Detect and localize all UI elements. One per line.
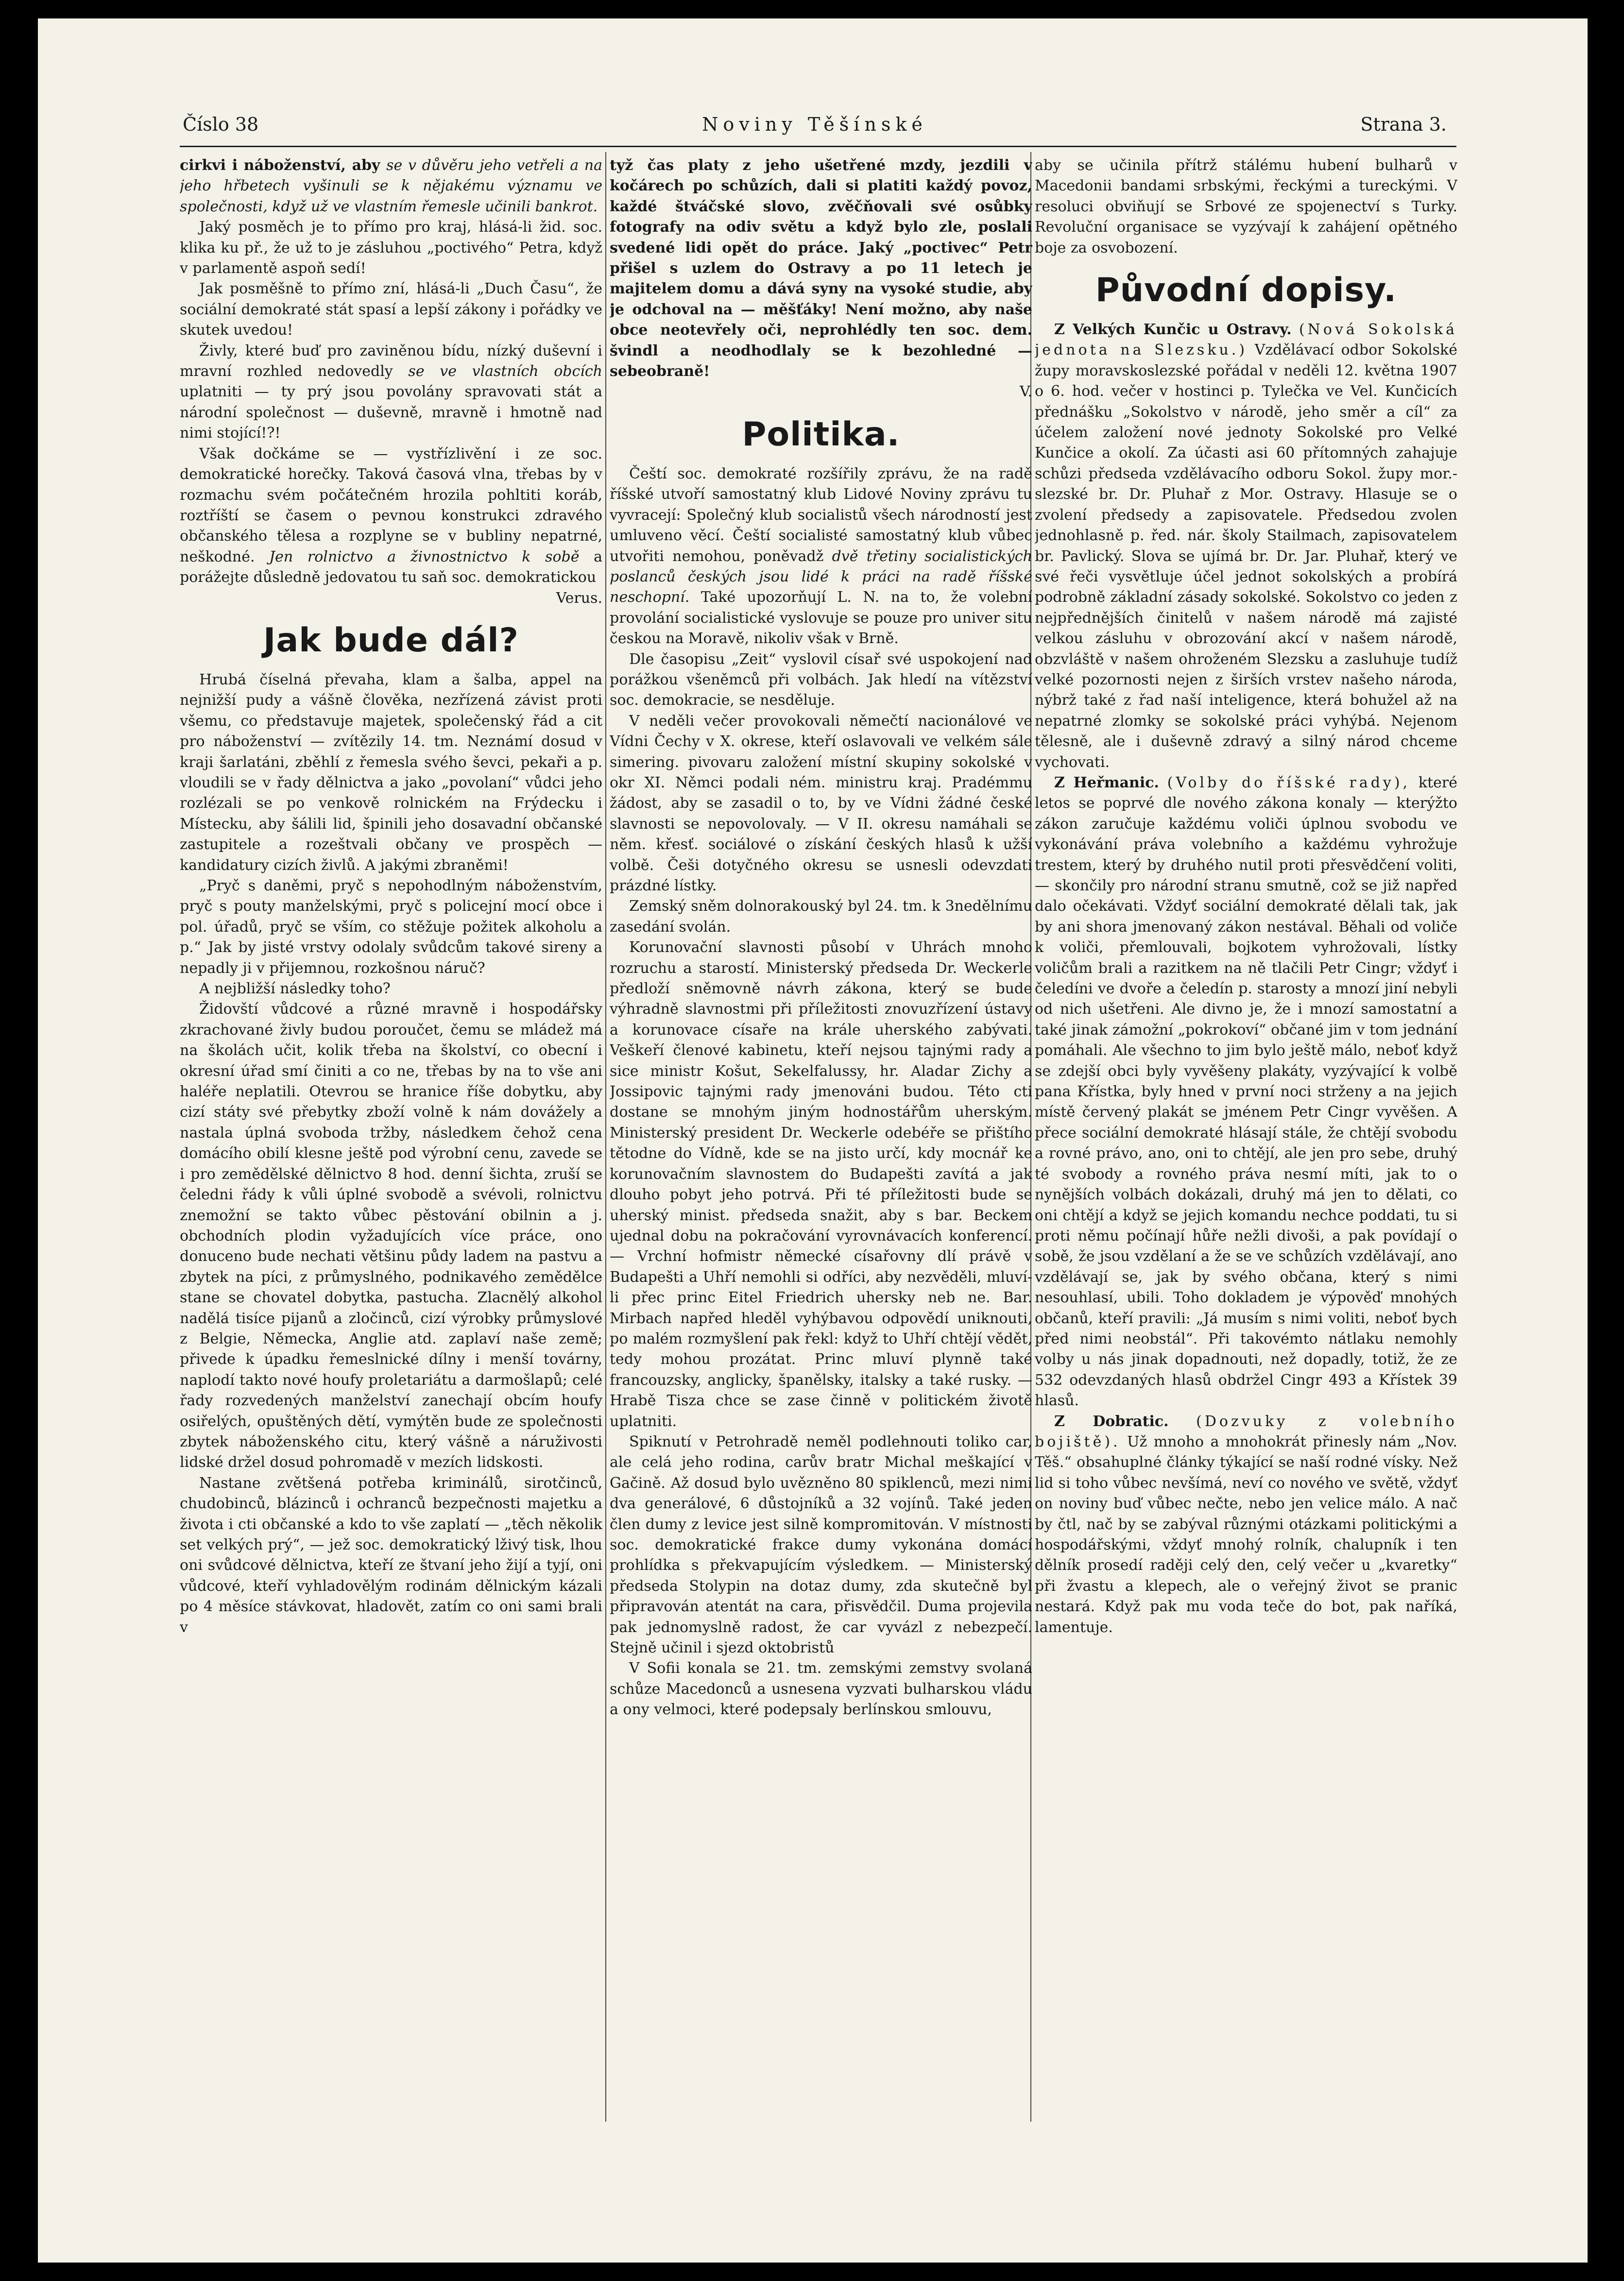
paragraph: Hrubá číselná převaha, klam a šalba, appel na nejnižší pudy a vášně člověka, nezřízená závist proti všemu, co představuje majetek, společenský řád a cit pro náboženství — zvítězily 14. tm. Neznámí dosud v kraji šarlatáni, zběhlí z řemesla svého ševci, pekaři a p. vloudili se v řady dělnictva a jako „povolaní“ vůdci jeho rozlézali se po venkově rolnickém na Frýdecku i Místecku, aby šálili lid, špinili jeho dosavadní občanské zastupitele a rozeštvali občany ve prospěch — kandidatury cizích živlů. A jakými zbraněmi!	[180, 671, 602, 874]
paragraph: tyž čas platy z jeho ušetřené mzdy, jezdili v kočárech po schůzích, dali si platiti každý povoz, každé štváčské slovo, zvěčňovali své osůbky fotografy na odiv světu a když bylo zle, poslali svedené lidi opět do práce. Jaký „poctivec“ Petr přišel s uzlem do Ostravy a po 11 letech je majitelem domu a dává syny na vysoké studie, aby je odchoval na — měšťáky! Není možno, aby naše obce neotevřely oči, neprohlédly ten soc. dem. švindl a neodhodlaly se k bezohledné — sebeobraně!	[610, 157, 1032, 380]
paragraph: Jak posměšně to přímo zní, hlásá-li „Duch Času“, že sociální demokraté stát spasí a lepší zákony i pořádky ve skutek uvedou!	[180, 280, 602, 339]
column-3	[1035, 155, 1457, 2118]
paragraph: V Sofii konala se 21. tm. zemskými zemstvy svolaná schůze Macedonců a usnesena vyzvati bulharskou vládu a ony velmoci, které podepsaly berlínskou smlouvu,	[610, 1660, 1032, 1719]
paragraph: Čeští soc. demokraté rozšířily zprávu, že na radě říšské utvoří samostatný klub Lidové Noviny zprávu tu vyvracejí: Společný klub socialistů všech národností jest umluveno věcí. Čeští socialisté samostatný klub vůbec utvořiti nemohou, poněvadž dvě třetiny socialistických poslanců českých jsou lidé k práci na radě říšské neschopní. Také upozorňují L. N. na to, že volební provolání socialistické vyslovuje se pouze pro univer situ českou na Moravě, nikoliv však v Brně.	[610, 465, 1032, 647]
paragraph: „Pryč s daněmi, pryč s nepohodlným náboženstvím, pryč s pouty manželskými, pryč s policejní mocí obce i pol. úřadů, pryč se vším, co stěžuje požitek alkoholu a p.“ Jak by jisté vrstvy odolaly svůdcům takové sireny a nepadly ji v přijemnou, rozkošnou náruč?	[180, 877, 602, 977]
column-1	[180, 155, 602, 2118]
page-header	[183, 114, 1447, 148]
newspaper-page	[38, 18, 1588, 2263]
paragraph: Jaký posměch je to přímo pro kraj, hlásá-li žid. soc. klika ku př., že už to je zásluhou „poctivého“ Petra, když v parlamentě aspoň sedí!	[180, 219, 602, 277]
signature: V.	[1020, 383, 1032, 401]
header-rule	[180, 146, 1456, 147]
paragraph: V neděli večer provokovali němečtí nacionálové ve Vídni Čechy v X. okrese, kteří oslavovali ve velkém sále simering. pivovaru založení místní skupiny sokolské v okr XI. Němci podali ném. ministru kraj. Pradémmu žádost, aby se zasadil o to, by ve Vídni žádné české slavnosti se nepovolovaly. — V II. okresu namáhali se něm. křesť. sociálové o získání českých hlasů k užší volbě. Češi dotyčného okresu se usnesli odevzdati prázdné lístky.	[610, 712, 1032, 894]
paragraph: Živly, které buď pro zaviněnou bídu, nízký duševní i mravní rozhled nedovedly se ve vlastních obcích uplatniti — ty prý jsou povolány spravovati stát a národní společnost — duševně, mravně i hmotně nad nimi stojící!?!	[180, 342, 602, 442]
newspaper-title: Noviny Těšínské	[702, 114, 927, 135]
column-divider	[605, 152, 606, 2122]
paragraph: A nejbližší následky toho?	[199, 980, 391, 998]
section-heading: Původní dopisy.	[1095, 271, 1397, 310]
paragraph: cirkvi i náboženství, aby se v důvěru jeho vetřeli a na jeho hřbetech vyšinuli se k nějakému významu ve společnosti, když už ve vlastním řemesle učinili bankrot.	[180, 157, 602, 215]
paragraph: Židovští vůdcové a různé mravně i hospodářsky zkrachované živly budou poroučet, čemu se mládež má na školách učit, kolik třeba na školství, co obecní i okresní úřad smí činiti a co ne, třebas by na to vše ani haléře neplatili. Otevrou se hranice říše dobytku, aby cizí státy své přebytky zboží volně k nám dovážely a nastala úplná svoboda tržby, následkem čehož cena domácího obilí klesne ještě pod výrobní cenu, zavede se i pro zemědělské dělnictvo 8 hod. denní šichta, zruší se čeledni řády k vůli úplné svobodě a svévoli, rolnictvu znemožní se takto vůbec pěstování obilnin a j. obchodních plodin vyžadujících více práce, ono donuceno bude nechati většinu půdy ladem na pastvu a zbytek na píci, z průmyslného, podnikavého zemědělce stane se chovatel dobytka, pastucha. Zlacnělý alkohol nadělá tisíce pijanů a zločinců, cizí výrobky průmyslové z Belgie, Německa, Anglie atd. zaplaví naše země; přivede k úpadku řemeslnické dílny i menší továrny, naplodí takto nové houfy proletariátu a darmošlapů; celé řady rozvedených manželství zanechají obcím houfy osiřelých, opuštěných dětí, vymýtěn bude ze společnosti zbytek náboženského citu, který vášně a náruživosti lidské držel dosud pohromadě v mezích lidskosti.	[180, 1001, 602, 1471]
paragraph: Spiknutí v Petrohradě neměl podlehnouti toliko car, ale celá jeho rodina, carův bratr Michal meškající v Gačině. Až dosud bylo uvězněno 80 spiklenců, mezi nimi dva generálové, 6 důstojníků a 32 vojínů. Také jeden člen dumy z levice jest silně kompromitován. V místnosti soc. demokratické frakce dumy vykonána domácí prohlídka s překvapujícím výsledkem. — Ministerský předseda Stolypin na dotaz dumy, zda skutečně byl připravován atentát na cara, přisvědčil. Duma projevila pak jednomyslně radost, že car vyvázl z nebezpečí. Stejně učinil i sjezd oktobristů	[610, 1433, 1032, 1657]
paragraph: Zemský sněm dolnorakouský byl 24. tm. k 3nedělnímu zasedání svolán.	[610, 898, 1032, 936]
paragraph: Z Dobratic. (Dozvuky z volebního bojiště). Už mnoho a mnohokrát přinesly nám „Nov. Těš.“ obsahuplné články týkající se naší rodné vísky. Než lid si toho vůbec nevšímá, neví co nového ve světě, vždyť on noviny buď vůbec nečte, nebo jen velice málo. A nač by čtl, nač by se zabýval různými otázkami politickými a hospodářskými, vždyť mnohý rolník, chalupník i ten dělník prosedí raději celý den, celý večer u „kvaretky“ při žvastu a klepech, ale o veřejný život se pranic nestará. Když pak mu voda teče do bot, pak naříká, lamentuje.	[1035, 1413, 1457, 1636]
issue-number: Číslo 38	[183, 114, 259, 135]
paragraph: aby se učinila přítrž stálému hubení bulharů v Macedonii bandami srbskými, řeckými a tureckými. V resoluci obviňují se Srbové ze spojenectví s Turky. Revoluční organisace se vyzývají k zahájení opětného boje za osvobození.	[1035, 157, 1457, 256]
paragraph: Však dočkáme se — vystřízlivění i ze soc. demokratické horečky. Taková časová vlna, třebas by v rozmachu svém počátečném hrozila pohltiti koráb, roztříští se časem o pevnou konstrukci zdravého občanského tělesa a rozplyne se v bubliny nepatrné, neškodné. Jen rolnictvo a živnostnictvo k sobě a porážejte důsledně jedovatou tu saň soc. demokratickou	[180, 445, 602, 586]
signature: Verus.	[556, 589, 602, 607]
paragraph: Dle časopisu „Zeit“ vyslovil císař své uspokojení nad porážkou všeněmců při volbách. Jak hledí na vítězství soc. demokracie, se nesdělujе.	[610, 650, 1032, 709]
paragraph: Z Velkých Kunčic u Ostravy. (Nová Sokolská jednota na Slezsku.) Vzdělávací odbor Sokolské župy moravskoslezské pořádal v neděli 12. května 1907 o 6. hod. večer v hostinci p. Tylečka ve Vel. Kunčicích přednášku „Sokolstvo v národě, jeho směr a cíl“ za účelem založení nové jednoty Sokolské pro Velké Kunčice a okolí. Za účasti asi 60 přítomných zahajuje schůzi předseda vzdělávacího odboru Sokol. župy mor.-slezské br. Dr. Pluhař z Mor. Ostravy. Hlasuje se o zvolení předsedy a zapisovatele. Předsedou zvolen jednohlasně p. řed. nár. školy Stailmach, zapisovatelem br. Pavlický. Slova se ujímá br. Dr. Jar. Pluhař, který ve své řeči vysvětluje účel jednot sokolských a probírá podrobně základní zásady sokolské. Sokolstvo co jeden z nejpřednějších činitelů v našem národě má zajisté velkou zásluhu v obrozování akcí v našem národě, obzvláště v našem ohroženém Slezsku a zasluhuje tudíž velké pozornosti nejen z širších vrstev našeho národa, nýbrž také z řad naší inteligence, která bohužel až na nepatrné zlomky se sokolské práci vyhýbá. Nejenom tělesně, ale i duševně zdravý a silný národ chceme vychovati.	[1035, 321, 1457, 771]
paragraph: Korunovační slavnosti působí v Uhrách mnoho rozruchu a starostí. Ministerský předseda Dr. Weckerle předloží sněmovně návrh zákona, který se bude výhradně slavnostmi při příležitosti znovuzřízení ústavy a korunovace císaře na krále uherského zabývati. Veškeří členové kabinetu, kteří nejsou tajnými rady a sice ministr Košut, Sekelfalussy, hr. Aladar Zichy a Jossipovic tajnými rady jmenováni budou. Této cti dostane se mnohým jiným hodnostářům uherským. Ministerský president Dr. Weckerle odebéře se přištího tětodne do Vídně, kde se na jisto určí, kdy mocnář ke korunovačním slavnostem do Budapešti zavítá a jak dlouho pobyt jeho potrvá. Při té příležitosti bude se uherský minist. předseda snažit, aby s bar. Beckem ujednal dobu na pokračování vyrovnávacích konferencí. — Vrchní hofmistr německé císařovny dlí právě v Budapešti a Uhří nemohli si odříci, aby nezvěděli, mluví-li přec princ Eitel Friedrich uhersky neb ne. Bar. Mirbach napřed hleděl vyhýbavou odpovědí uniknouti, po malém rozmyšlení pak řekl: když to Uhří chtějí vědět, tedy mohou prozátat. Princ mluví plynně také francouzsky, anglicky, španělsky, italsky a také rusky. — Hrabě Tisza chce se zase činně v politickém životě uplatniti.	[610, 939, 1032, 1430]
article-heading: Jak bude dál?	[263, 621, 519, 660]
page-number: Strana 3.	[1360, 114, 1447, 135]
section-heading: Politika.	[742, 415, 900, 454]
paragraph: Z Heřmanic. (Volby do říšské rady), které letos se poprvé dle nového zákona konaly — kterýžto zákon zaručuje každému voliči úplnou svobodu ve vykonávání práva volebního a každému vyhrožuje trestem, který by druhého nutil proti přesvědčení voliti, — skončily pro národní stranu smutně, což se již napřed dalo očekávati. Vždyť sociální demokraté dělali tak, jak by ani shora jmenovaný zákon nestával. Běhali od voliče k voliči, přemlouvali, bojkotem vyhrožovali, lístky voličům brali a razitkem na ně tlačili Petr Cingr; vždyť i čeledíni ve dvoře a čeledín p. starosty a mnozí jiní nebyli od nich ušetřeni. Ale divno je, že i mnozí samostatní a také jinak zámožní „pokrokoví“ občané jim v tom jednání pomáhali. Ale všechno to jim bylo ještě málo, neboť když se zdejší obci byly vyvěšeny plakáty, vyzývající k volbě pana Křístka, byly hned v první noci strženy a na jejich místě červený plakát se jménem Petr Cingr vyvěšen. A přece sociální demokraté hlásají stále, že chtějí svobodu a rovné právo, ano, oni to chtějí, ale jen pro sebe, druhý té svobody a rovného práva nesmí míti, jak to o nynějších volbách dokázali, druhý má jen to dělati, co oni chtějí a když se jejich komandu nechce poddati, tu si proti němu počínají hůře nežli divoši, a pak povídají o sobě, že jsou vzdělaní a že se ve schůzích vzdělávají, ano vzdělávají se, jak by svého občana, který s nimi nesouhlasí, ubili. Toho dokladem je výpověď mnohých občanů, kteří pravili: „Já musím s nimi voliti, neboť bych před nimi neobstál“. Při takovémto nátlaku nemohly volby u nás jinak dopadnouti, než dopadly, totiž, že ze 532 odevzdaných hlasů obdržel Cingr 493 a Křístek 39 hlasů.	[1035, 774, 1457, 1410]
paragraph: Nastane zvětšená potřeba kriminálů, sirotčinců, chudobinců, blázinců i ochranců bezpečnosti majetku a života i cti občanské a kdo to vše zaplatí — „těch několik set velkých prý“, — jež soc. demokratický lživý tisk, lhou oni svůdcové dělnictva, kteří ze štvaní jeho žijí a tyjí, oni vůdcové, kteří vyhladovělým rodinám dělnickým kázali po 4 měsíce stávkovat, hladovět, zatím co oni sami brali v	[180, 1474, 602, 1636]
column-2	[610, 155, 1032, 2118]
